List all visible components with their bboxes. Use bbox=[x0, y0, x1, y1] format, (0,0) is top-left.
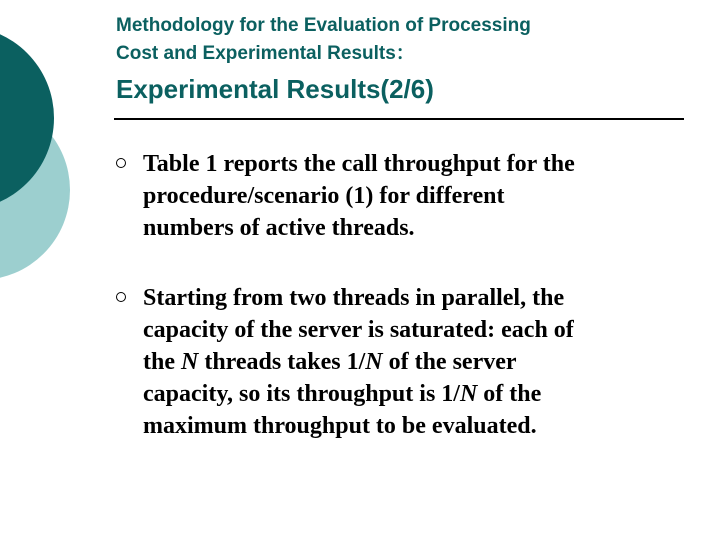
bullet-text-1 bbox=[143, 148, 696, 244]
decorative-circles bbox=[0, 0, 90, 290]
bullet-2-line-3-part-c: of the server bbox=[382, 349, 517, 375]
bullet-item-2 bbox=[116, 282, 696, 442]
bullet-2-line-2: capacity of the server is saturated: each of bbox=[143, 317, 574, 343]
bullet-2-line-1: Starting from two threads in parallel, the bbox=[143, 285, 565, 311]
slide-subtitle bbox=[116, 12, 706, 68]
hollow-circle-bullet-icon bbox=[116, 158, 126, 168]
slide-title: Experimental Results(2/6) bbox=[116, 74, 434, 104]
bullet-2-line-4-part-b: of the bbox=[477, 381, 542, 407]
slide-header bbox=[116, 12, 706, 106]
bullet-item-1 bbox=[116, 148, 696, 244]
bullet-1-line-3: numbers of active threads. bbox=[143, 215, 415, 241]
bullet-2-line-5: maximum throughput to be evaluated. bbox=[143, 413, 537, 439]
bullet-1-line-2: procedure/scenario (1) for different bbox=[143, 183, 505, 209]
bullet-text-2 bbox=[143, 282, 696, 442]
variable-n: N bbox=[459, 381, 478, 407]
bullet-2-line-4 bbox=[143, 378, 696, 410]
variable-n: N bbox=[365, 349, 383, 375]
hollow-circle-bullet-icon bbox=[116, 292, 126, 302]
bullet-1-line-1: Table 1 reports the call throughput for the bbox=[143, 151, 575, 177]
bullet-2-line-3 bbox=[143, 346, 696, 378]
subtitle-line-1: Methodology for the Evaluation of Processing bbox=[116, 15, 531, 36]
subtitle-line-2: Cost and Experimental Results： bbox=[116, 43, 415, 64]
bullet-list bbox=[116, 148, 696, 480]
title-divider bbox=[114, 118, 684, 120]
bullet-2-line-3-part-a: the bbox=[143, 349, 181, 375]
variable-n: N bbox=[181, 349, 199, 375]
bullet-2-line-4-part-a: capacity, so its throughput is 1/ bbox=[143, 381, 460, 407]
bullet-2-line-3-part-b: threads takes 1/ bbox=[198, 349, 366, 375]
